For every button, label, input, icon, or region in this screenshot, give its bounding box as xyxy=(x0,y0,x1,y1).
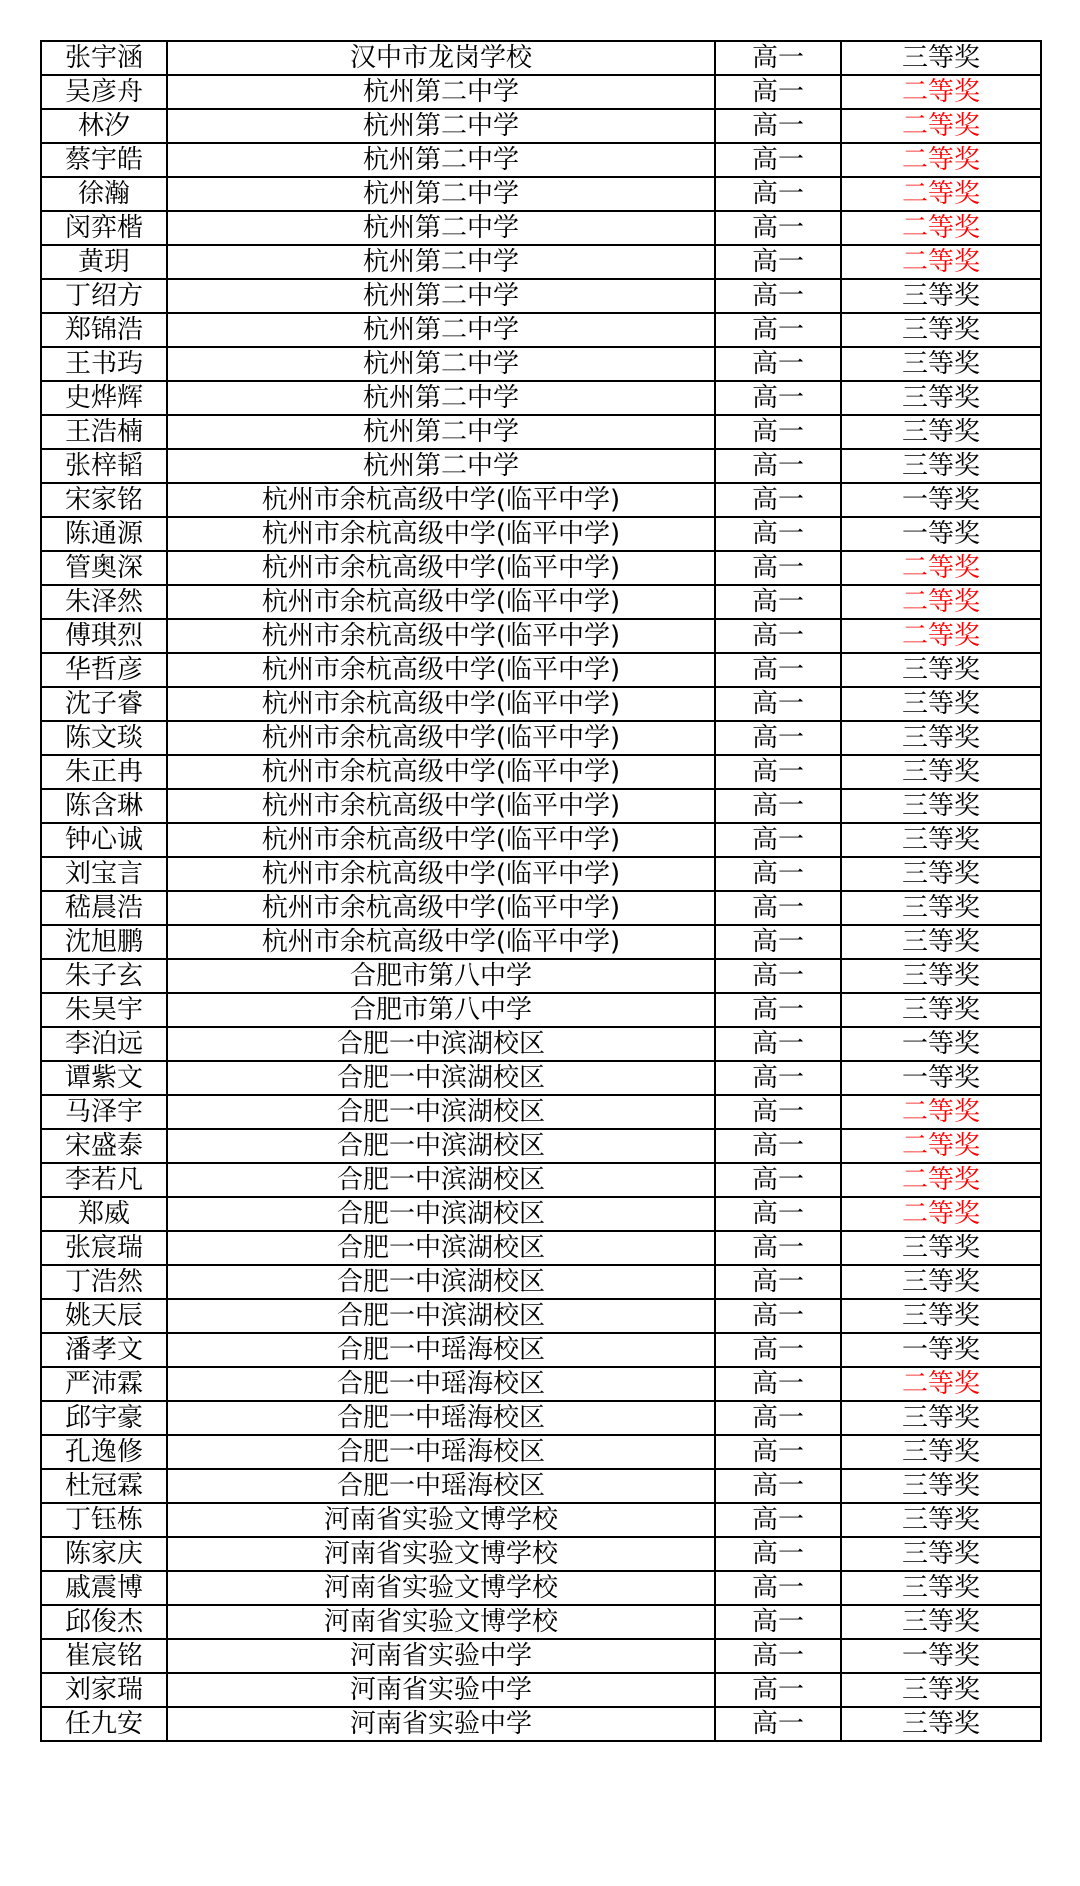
student-name-cell: 朱昊宇 xyxy=(41,993,167,1027)
student-name-cell: 丁浩然 xyxy=(41,1265,167,1299)
table-row xyxy=(41,1401,1041,1435)
grade-cell: 高一 xyxy=(715,1605,841,1639)
award-cell: 二等奖 xyxy=(841,1197,1041,1231)
table-row xyxy=(41,143,1041,177)
school-cell: 杭州市余杭高级中学(临平中学) xyxy=(167,789,715,823)
table-row xyxy=(41,211,1041,245)
grade-cell: 高一 xyxy=(715,415,841,449)
table-row xyxy=(41,721,1041,755)
school-cell: 河南省实验文博学校 xyxy=(167,1537,715,1571)
award-cell: 三等奖 xyxy=(841,1673,1041,1707)
award-cell: 二等奖 xyxy=(841,211,1041,245)
student-name-cell: 邱宇豪 xyxy=(41,1401,167,1435)
table-row xyxy=(41,41,1041,75)
grade-cell: 高一 xyxy=(715,517,841,551)
grade-cell: 高一 xyxy=(715,551,841,585)
grade-cell: 高一 xyxy=(715,1163,841,1197)
award-cell: 三等奖 xyxy=(841,1231,1041,1265)
table-row xyxy=(41,551,1041,585)
school-cell: 杭州市余杭高级中学(临平中学) xyxy=(167,925,715,959)
table-row xyxy=(41,109,1041,143)
student-name-cell: 李若凡 xyxy=(41,1163,167,1197)
school-cell: 河南省实验中学 xyxy=(167,1673,715,1707)
award-cell: 三等奖 xyxy=(841,755,1041,789)
award-table-body xyxy=(41,41,1041,1741)
student-name-cell: 华哲彦 xyxy=(41,653,167,687)
student-name-cell: 徐瀚 xyxy=(41,177,167,211)
school-cell: 杭州市余杭高级中学(临平中学) xyxy=(167,687,715,721)
school-cell: 杭州第二中学 xyxy=(167,449,715,483)
school-cell: 合肥一中滨湖校区 xyxy=(167,1129,715,1163)
student-name-cell: 刘宝言 xyxy=(41,857,167,891)
award-cell: 三等奖 xyxy=(841,347,1041,381)
school-cell: 杭州第二中学 xyxy=(167,279,715,313)
student-name-cell: 朱子玄 xyxy=(41,959,167,993)
grade-cell: 高一 xyxy=(715,449,841,483)
school-cell: 杭州市余杭高级中学(临平中学) xyxy=(167,721,715,755)
table-row xyxy=(41,1061,1041,1095)
award-cell: 三等奖 xyxy=(841,925,1041,959)
student-name-cell: 陈通源 xyxy=(41,517,167,551)
grade-cell: 高一 xyxy=(715,41,841,75)
table-row xyxy=(41,1333,1041,1367)
student-name-cell: 宋家铭 xyxy=(41,483,167,517)
grade-cell: 高一 xyxy=(715,959,841,993)
student-name-cell: 潘孝文 xyxy=(41,1333,167,1367)
award-cell: 三等奖 xyxy=(841,1469,1041,1503)
award-cell: 三等奖 xyxy=(841,653,1041,687)
table-row xyxy=(41,891,1041,925)
table-row xyxy=(41,1639,1041,1673)
school-cell: 合肥一中瑶海校区 xyxy=(167,1333,715,1367)
grade-cell: 高一 xyxy=(715,1503,841,1537)
student-name-cell: 张宸瑞 xyxy=(41,1231,167,1265)
award-cell: 二等奖 xyxy=(841,177,1041,211)
award-cell: 三等奖 xyxy=(841,721,1041,755)
school-cell: 杭州市余杭高级中学(临平中学) xyxy=(167,551,715,585)
student-name-cell: 史烨辉 xyxy=(41,381,167,415)
award-cell: 三等奖 xyxy=(841,313,1041,347)
table-row xyxy=(41,619,1041,653)
grade-cell: 高一 xyxy=(715,381,841,415)
grade-cell: 高一 xyxy=(715,1061,841,1095)
student-name-cell: 吴彦舟 xyxy=(41,75,167,109)
school-cell: 合肥市第八中学 xyxy=(167,959,715,993)
award-list-sheet xyxy=(40,40,1040,1742)
table-row xyxy=(41,959,1041,993)
school-cell: 杭州第二中学 xyxy=(167,347,715,381)
school-cell: 河南省实验文博学校 xyxy=(167,1571,715,1605)
award-cell: 二等奖 xyxy=(841,1163,1041,1197)
award-cell: 一等奖 xyxy=(841,1639,1041,1673)
award-cell: 三等奖 xyxy=(841,415,1041,449)
student-name-cell: 张宇涵 xyxy=(41,41,167,75)
student-name-cell: 王书玙 xyxy=(41,347,167,381)
award-cell: 三等奖 xyxy=(841,823,1041,857)
student-name-cell: 谭紫文 xyxy=(41,1061,167,1095)
student-name-cell: 嵇晨浩 xyxy=(41,891,167,925)
school-cell: 合肥市第八中学 xyxy=(167,993,715,1027)
grade-cell: 高一 xyxy=(715,279,841,313)
school-cell: 河南省实验中学 xyxy=(167,1707,715,1741)
grade-cell: 高一 xyxy=(715,1469,841,1503)
student-name-cell: 戚震博 xyxy=(41,1571,167,1605)
grade-cell: 高一 xyxy=(715,993,841,1027)
table-row xyxy=(41,347,1041,381)
school-cell: 杭州市余杭高级中学(临平中学) xyxy=(167,755,715,789)
grade-cell: 高一 xyxy=(715,585,841,619)
grade-cell: 高一 xyxy=(715,313,841,347)
school-cell: 合肥一中瑶海校区 xyxy=(167,1469,715,1503)
award-cell: 一等奖 xyxy=(841,1027,1041,1061)
award-cell: 二等奖 xyxy=(841,551,1041,585)
grade-cell: 高一 xyxy=(715,1435,841,1469)
award-cell: 二等奖 xyxy=(841,619,1041,653)
student-name-cell: 朱正冉 xyxy=(41,755,167,789)
award-cell: 三等奖 xyxy=(841,41,1041,75)
grade-cell: 高一 xyxy=(715,1401,841,1435)
table-row xyxy=(41,279,1041,313)
school-cell: 合肥一中滨湖校区 xyxy=(167,1061,715,1095)
table-row xyxy=(41,177,1041,211)
school-cell: 河南省实验文博学校 xyxy=(167,1503,715,1537)
student-name-cell: 杜冠霖 xyxy=(41,1469,167,1503)
student-name-cell: 管奥深 xyxy=(41,551,167,585)
grade-cell: 高一 xyxy=(715,1571,841,1605)
award-cell: 一等奖 xyxy=(841,517,1041,551)
award-cell: 三等奖 xyxy=(841,1537,1041,1571)
grade-cell: 高一 xyxy=(715,1095,841,1129)
table-row xyxy=(41,1435,1041,1469)
grade-cell: 高一 xyxy=(715,1197,841,1231)
grade-cell: 高一 xyxy=(715,1299,841,1333)
grade-cell: 高一 xyxy=(715,823,841,857)
award-cell: 三等奖 xyxy=(841,857,1041,891)
student-name-cell: 李泊远 xyxy=(41,1027,167,1061)
award-cell: 三等奖 xyxy=(841,1265,1041,1299)
student-name-cell: 钟心诚 xyxy=(41,823,167,857)
award-cell: 一等奖 xyxy=(841,483,1041,517)
school-cell: 合肥一中滨湖校区 xyxy=(167,1299,715,1333)
table-row xyxy=(41,75,1041,109)
table-row xyxy=(41,653,1041,687)
grade-cell: 高一 xyxy=(715,1333,841,1367)
table-row xyxy=(41,925,1041,959)
table-row xyxy=(41,755,1041,789)
student-name-cell: 黄玥 xyxy=(41,245,167,279)
school-cell: 合肥一中滨湖校区 xyxy=(167,1163,715,1197)
award-cell: 三等奖 xyxy=(841,381,1041,415)
grade-cell: 高一 xyxy=(715,1265,841,1299)
award-cell: 三等奖 xyxy=(841,1299,1041,1333)
grade-cell: 高一 xyxy=(715,1027,841,1061)
student-name-cell: 宋盛泰 xyxy=(41,1129,167,1163)
school-cell: 合肥一中滨湖校区 xyxy=(167,1231,715,1265)
school-cell: 合肥一中瑶海校区 xyxy=(167,1401,715,1435)
school-cell: 合肥一中瑶海校区 xyxy=(167,1367,715,1401)
student-name-cell: 姚天辰 xyxy=(41,1299,167,1333)
school-cell: 河南省实验中学 xyxy=(167,1639,715,1673)
award-cell: 二等奖 xyxy=(841,75,1041,109)
table-row xyxy=(41,857,1041,891)
student-name-cell: 王浩楠 xyxy=(41,415,167,449)
school-cell: 杭州第二中学 xyxy=(167,143,715,177)
grade-cell: 高一 xyxy=(715,109,841,143)
school-cell: 合肥一中滨湖校区 xyxy=(167,1095,715,1129)
school-cell: 杭州第二中学 xyxy=(167,75,715,109)
student-name-cell: 沈旭鹏 xyxy=(41,925,167,959)
grade-cell: 高一 xyxy=(715,1639,841,1673)
award-cell: 三等奖 xyxy=(841,1435,1041,1469)
student-name-cell: 崔宸铭 xyxy=(41,1639,167,1673)
grade-cell: 高一 xyxy=(715,789,841,823)
grade-cell: 高一 xyxy=(715,1537,841,1571)
table-row xyxy=(41,1367,1041,1401)
student-name-cell: 林汐 xyxy=(41,109,167,143)
award-cell: 一等奖 xyxy=(841,1061,1041,1095)
table-row xyxy=(41,1673,1041,1707)
award-cell: 三等奖 xyxy=(841,687,1041,721)
award-table xyxy=(40,40,1042,1742)
grade-cell: 高一 xyxy=(715,1673,841,1707)
award-cell: 三等奖 xyxy=(841,1401,1041,1435)
school-cell: 杭州市余杭高级中学(临平中学) xyxy=(167,585,715,619)
school-cell: 合肥一中滨湖校区 xyxy=(167,1265,715,1299)
table-row xyxy=(41,1605,1041,1639)
student-name-cell: 傅琪烈 xyxy=(41,619,167,653)
student-name-cell: 马泽宇 xyxy=(41,1095,167,1129)
table-row xyxy=(41,687,1041,721)
table-row xyxy=(41,1469,1041,1503)
grade-cell: 高一 xyxy=(715,143,841,177)
table-row xyxy=(41,1299,1041,1333)
grade-cell: 高一 xyxy=(715,925,841,959)
award-cell: 三等奖 xyxy=(841,1605,1041,1639)
school-cell: 杭州第二中学 xyxy=(167,109,715,143)
award-cell: 三等奖 xyxy=(841,1571,1041,1605)
table-row xyxy=(41,1027,1041,1061)
grade-cell: 高一 xyxy=(715,483,841,517)
award-cell: 三等奖 xyxy=(841,789,1041,823)
school-cell: 杭州第二中学 xyxy=(167,177,715,211)
table-row xyxy=(41,1503,1041,1537)
grade-cell: 高一 xyxy=(715,211,841,245)
school-cell: 杭州市余杭高级中学(临平中学) xyxy=(167,619,715,653)
table-row xyxy=(41,789,1041,823)
award-cell: 三等奖 xyxy=(841,1503,1041,1537)
award-cell: 三等奖 xyxy=(841,279,1041,313)
student-name-cell: 陈文琰 xyxy=(41,721,167,755)
table-row xyxy=(41,381,1041,415)
award-cell: 二等奖 xyxy=(841,585,1041,619)
table-row xyxy=(41,483,1041,517)
school-cell: 合肥一中滨湖校区 xyxy=(167,1197,715,1231)
grade-cell: 高一 xyxy=(715,1707,841,1741)
table-row xyxy=(41,1571,1041,1605)
table-row xyxy=(41,1231,1041,1265)
award-cell: 一等奖 xyxy=(841,1333,1041,1367)
school-cell: 合肥一中瑶海校区 xyxy=(167,1435,715,1469)
table-row xyxy=(41,1129,1041,1163)
student-name-cell: 丁钰栋 xyxy=(41,1503,167,1537)
student-name-cell: 刘家瑞 xyxy=(41,1673,167,1707)
grade-cell: 高一 xyxy=(715,1129,841,1163)
school-cell: 河南省实验文博学校 xyxy=(167,1605,715,1639)
school-cell: 杭州第二中学 xyxy=(167,313,715,347)
table-row xyxy=(41,313,1041,347)
school-cell: 杭州第二中学 xyxy=(167,245,715,279)
school-cell: 杭州市余杭高级中学(临平中学) xyxy=(167,517,715,551)
grade-cell: 高一 xyxy=(715,177,841,211)
school-cell: 杭州市余杭高级中学(临平中学) xyxy=(167,653,715,687)
student-name-cell: 任九安 xyxy=(41,1707,167,1741)
award-cell: 三等奖 xyxy=(841,959,1041,993)
table-row xyxy=(41,993,1041,1027)
award-cell: 二等奖 xyxy=(841,1367,1041,1401)
grade-cell: 高一 xyxy=(715,687,841,721)
student-name-cell: 张梓韬 xyxy=(41,449,167,483)
school-cell: 合肥一中滨湖校区 xyxy=(167,1027,715,1061)
table-row xyxy=(41,245,1041,279)
table-row xyxy=(41,1095,1041,1129)
student-name-cell: 陈含琳 xyxy=(41,789,167,823)
grade-cell: 高一 xyxy=(715,755,841,789)
table-row xyxy=(41,449,1041,483)
grade-cell: 高一 xyxy=(715,619,841,653)
table-row xyxy=(41,1197,1041,1231)
student-name-cell: 严沛霖 xyxy=(41,1367,167,1401)
award-cell: 二等奖 xyxy=(841,143,1041,177)
grade-cell: 高一 xyxy=(715,721,841,755)
grade-cell: 高一 xyxy=(715,1367,841,1401)
table-row xyxy=(41,517,1041,551)
student-name-cell: 邱俊杰 xyxy=(41,1605,167,1639)
award-cell: 二等奖 xyxy=(841,109,1041,143)
student-name-cell: 丁绍方 xyxy=(41,279,167,313)
grade-cell: 高一 xyxy=(715,1231,841,1265)
table-row xyxy=(41,823,1041,857)
table-row xyxy=(41,585,1041,619)
award-cell: 三等奖 xyxy=(841,891,1041,925)
grade-cell: 高一 xyxy=(715,891,841,925)
table-row xyxy=(41,1537,1041,1571)
student-name-cell: 蔡宇皓 xyxy=(41,143,167,177)
grade-cell: 高一 xyxy=(715,857,841,891)
student-name-cell: 郑威 xyxy=(41,1197,167,1231)
student-name-cell: 沈子睿 xyxy=(41,687,167,721)
award-cell: 三等奖 xyxy=(841,993,1041,1027)
table-row xyxy=(41,1265,1041,1299)
student-name-cell: 朱泽然 xyxy=(41,585,167,619)
school-cell: 杭州第二中学 xyxy=(167,381,715,415)
award-cell: 三等奖 xyxy=(841,449,1041,483)
grade-cell: 高一 xyxy=(715,347,841,381)
student-name-cell: 陈家庆 xyxy=(41,1537,167,1571)
grade-cell: 高一 xyxy=(715,75,841,109)
school-cell: 杭州市余杭高级中学(临平中学) xyxy=(167,823,715,857)
table-row xyxy=(41,415,1041,449)
school-cell: 汉中市龙岗学校 xyxy=(167,41,715,75)
grade-cell: 高一 xyxy=(715,245,841,279)
student-name-cell: 孔逸修 xyxy=(41,1435,167,1469)
school-cell: 杭州第二中学 xyxy=(167,211,715,245)
award-cell: 二等奖 xyxy=(841,1129,1041,1163)
table-row xyxy=(41,1707,1041,1741)
student-name-cell: 闵弈楷 xyxy=(41,211,167,245)
school-cell: 杭州第二中学 xyxy=(167,415,715,449)
table-row xyxy=(41,1163,1041,1197)
school-cell: 杭州市余杭高级中学(临平中学) xyxy=(167,483,715,517)
award-cell: 二等奖 xyxy=(841,245,1041,279)
student-name-cell: 郑锦浩 xyxy=(41,313,167,347)
school-cell: 杭州市余杭高级中学(临平中学) xyxy=(167,891,715,925)
grade-cell: 高一 xyxy=(715,653,841,687)
award-cell: 二等奖 xyxy=(841,1095,1041,1129)
award-cell: 三等奖 xyxy=(841,1707,1041,1741)
school-cell: 杭州市余杭高级中学(临平中学) xyxy=(167,857,715,891)
